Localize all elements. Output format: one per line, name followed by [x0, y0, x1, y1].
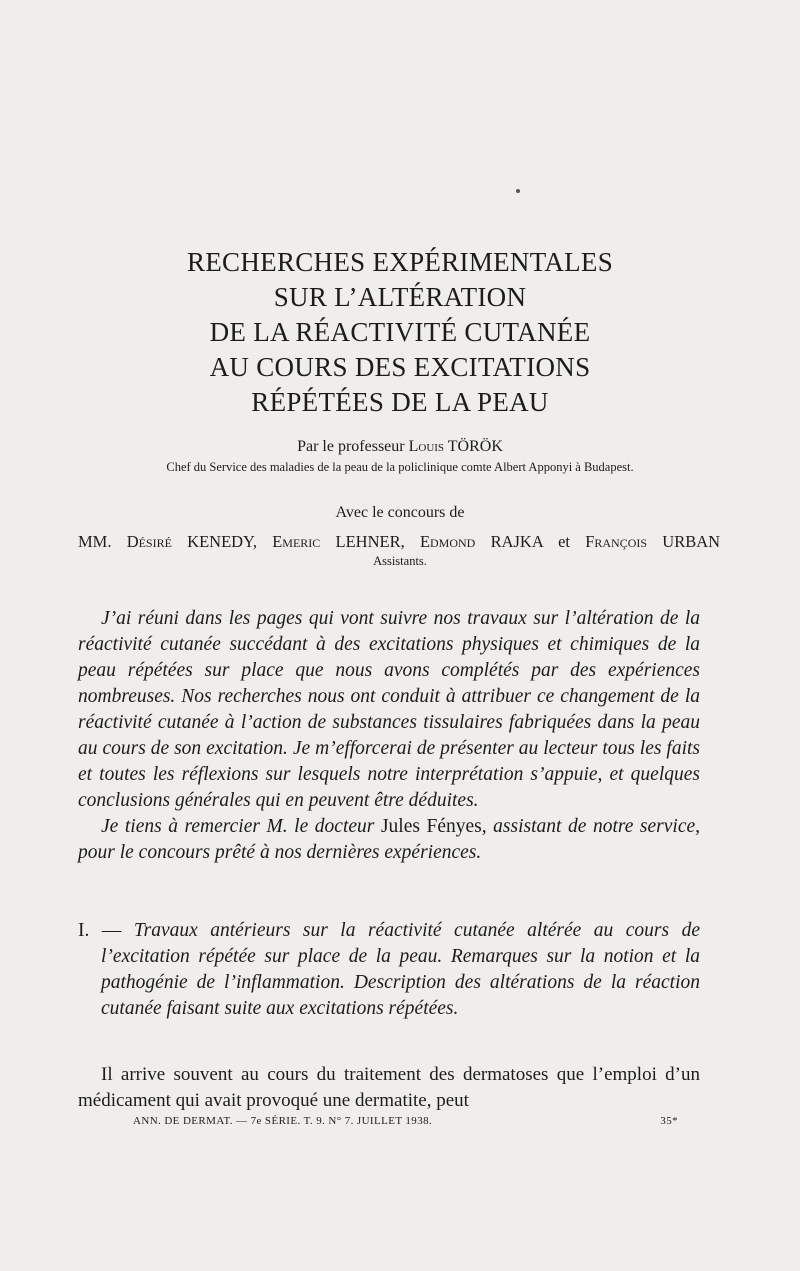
abstract	[78, 606, 700, 866]
abstract-paragraph-1: J’ai réuni dans les pages qui vont suivre nos travaux sur l’altération de la réactivité cutanée succédant à des excitations physiques et chimiques de la peau répétées sur place que nous avons complétés par des expériences nombreuses. Nos recherches nous ont conduit à attribuer ce changement de la réactivité cutanée à l’action de substances tissulaires fabriquées dans la peau au cours de son excitation. Je m’efforcerai de présenter au lecteur tous les faits et toutes les réflexions sur lesquels notre interprétation s’appuie, et quelques conclusions générales qui en peuvent être déduites.	[78, 608, 700, 811]
author-line	[0, 437, 800, 457]
collaborators-role: Assistants.	[373, 554, 427, 568]
section-number: I. —	[78, 920, 122, 941]
collab-3-last: RAJKA	[490, 532, 543, 551]
author-last-name: TÖRÖK	[447, 438, 503, 455]
author-prefix: Par le professeur	[297, 438, 405, 455]
title-line-5: RÉPÉTÉES DE LA PEAU	[251, 387, 549, 417]
journal-citation: ANN. DE DERMAT. — 7e SÉRIE. T. 9. N° 7. JUILLET 1938.	[133, 1115, 433, 1127]
author-first-name: Louis	[408, 438, 445, 455]
collab-2-first: Emeric	[272, 532, 321, 551]
collab-4-first: François	[585, 532, 648, 551]
acknowledgement-text: Je tiens à remercier M. le docteur	[101, 816, 375, 837]
collab-4-last: URBAN	[662, 532, 721, 551]
collab-1-last: KENEDY,	[187, 532, 257, 551]
collab-honorific: MM.	[78, 532, 112, 551]
article-title	[120, 245, 680, 420]
title-line-3: DE LA RÉACTIVITÉ CUTANÉE	[209, 317, 591, 347]
collaborators-intro: Avec le concours de	[335, 504, 465, 521]
section-heading	[78, 918, 700, 1022]
body-paragraph: Il arrive souvent au cours du traitement des dermatoses que l’emploi d’un médicament qui avait provoqué une dermatite, peut	[78, 1064, 700, 1111]
title-line-1: RECHERCHES EXPÉRIMENTALES	[186, 247, 614, 277]
collab-3-first: Edmond	[419, 532, 476, 551]
acknowledged-person: Jules Fényes,	[380, 816, 487, 837]
collab-1-first: Désiré	[126, 532, 172, 551]
collab-2-last: LEHNER,	[335, 532, 405, 551]
author-affiliation: Chef du Service des maladies de la peau de la policlinique comte Albert Apponyi à Budapest.	[166, 460, 634, 474]
acknowledgement-text-end: assistant de notre service, pour le concours prêté à nos dernières expériences.	[78, 816, 701, 863]
collaborators-line	[78, 532, 720, 552]
ink-speck	[516, 189, 520, 193]
page-number: 35*	[660, 1115, 678, 1127]
journal-footer	[133, 1114, 678, 1128]
title-line-2: SUR L’ALTÉRATION	[273, 282, 527, 312]
section-title: Travaux antérieurs sur la réactivité cutanée altérée au cours de l’excitation répétée sur place de la peau. Remarques sur la notion et la pathogénie de l’inflammation. Description des altérations de la réaction cutanée faisant suite aux excitations répétées.	[101, 920, 700, 1019]
abstract-paragraph-2	[78, 814, 700, 866]
title-line-4: AU COURS DES EXCITATIONS	[209, 352, 591, 382]
collab-conjunction: et	[558, 532, 570, 551]
